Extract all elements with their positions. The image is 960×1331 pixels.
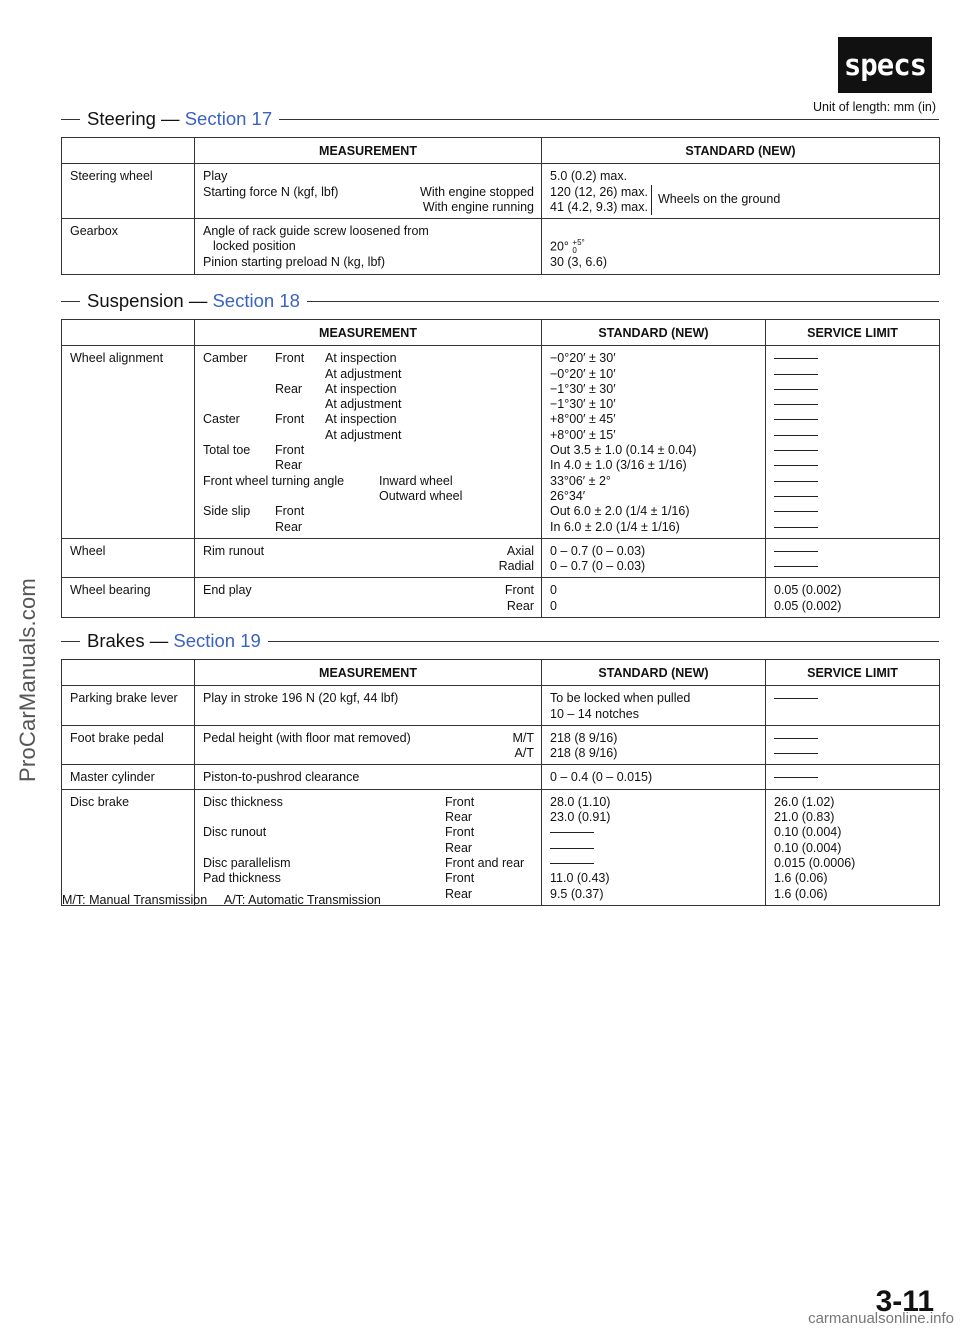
side-watermark: ProCarManuals.com xyxy=(15,578,40,782)
table-row: Parking brake lever Play in stroke 196 N (20 kgf, 44 lbf) To be locked when pulled 10 – 14 notches xyxy=(62,686,940,726)
table-row: Disc brake Disc thickness Front Rear Disc runout Front Rear Disc parallelism Front and rear Pad thickness Front Rear 28.0 (1.10) 23.0 (0.91) 11.0 (0.43) 9.5 (0.37) 26.0 (1.02) 21.0 (0.83) 0.10 (0.004) 0.10 (0.004) 0.015 (0.0006) 1.6 (0.06) 1.6 (0.06) xyxy=(62,789,940,905)
unit-label: Unit of length: mm (in) xyxy=(813,100,936,114)
suspension-table: MEASUREMENT STANDARD (NEW) SERVICE LIMIT Wheel alignment Camber Front At inspection At adjustment Rear At inspection At adjustment Caster Front At inspection At adjustment Total toe Front Rear Front wheel turning angle Inward wheel Outward wheel Side slip Front Rear −0°20′ ± 30′ −0°20′ ± 10′ −1°30′ ± 30′ −1°30′ ± 10′ +8°00′ ± 45′ +8°00′ ± 15′ Out 3.5 ± 1.0 (0.14 ± 0.04) In 4.0 ± 1.0 (3/16 ± 1/16) 33°06′ ± 2° 26°34′ Out 6.0 ± 2.0 (1/4 ± 1/16) In 6.0 ± 2.0 (1/4 ± 1/16) Wheel Rim runout Axial Radial 0 – 0.7 (0 – 0.03) 0 – 0.7 (0 – 0.03) Wheel bearing End play Front Rear 0 0 0.05 (0.002) 0.05 (0.002) xyxy=(61,319,940,618)
table-row: Wheel alignment Camber Front At inspection At adjustment Rear At inspection At adjustment Caster Front At inspection At adjustment Total toe Front Rear Front wheel turning angle Inward wheel Outward wheel Side slip Front Rear −0°20′ ± 30′ −0°20′ ± 10′ −1°30′ ± 30′ −1°30′ ± 10′ +8°00′ ± 45′ +8°00′ ± 15′ Out 3.5 ± 1.0 (0.14 ± 0.04) In 4.0 ± 1.0 (3/16 ± 1/16) 33°06′ ± 2° 26°34′ Out 6.0 ± 2.0 (1/4 ± 1/16) In 6.0 ± 2.0 (1/4 ± 1/16) xyxy=(62,346,940,539)
suspension-section-title: Suspension — Section 18 xyxy=(80,290,307,312)
site-watermark: carmanualsonline.info xyxy=(808,1310,954,1327)
brakes-table: MEASUREMENT STANDARD (NEW) SERVICE LIMIT Parking brake lever Play in stroke 196 N (20 kgf, 44 lbf) To be locked when pulled 10 – 14 notches Foot brake pedal Pedal height (with floor mat removed) M/T A/T 218 (8 9/16) 218 (8 9/16) Master cylinder Piston-to-pushrod clearance 0 – 0.4 (0 – 0.015) Disc brake Disc thickness Front Rear Disc runout Front Rear Disc parallelism Front and rear Pad thickness Front Rear 28.0 (1.10) 23.0 (0.91) 11.0 (0.43) 9.5 (0.37) 26.0 (1.02) 21.0 (0.83) 0.10 (0.004) 0.10 (0.004) 0.015 (0.0006) 1.6 (0.06) 1.6 (0.06) xyxy=(61,659,940,906)
suspension-section-link[interactable]: Section 18 xyxy=(212,290,300,311)
table-row: Wheel Rim runout Axial Radial 0 – 0.7 (0 – 0.03) 0 – 0.7 (0 – 0.03) xyxy=(62,538,940,578)
table-row: Master cylinder Piston-to-pushrod clearance 0 – 0.4 (0 – 0.015) xyxy=(62,765,940,789)
table-row: Wheel bearing End play Front Rear 0 0 0.05 (0.002) 0.05 (0.002) xyxy=(62,578,940,618)
steering-measurement-header: MEASUREMENT xyxy=(195,138,542,164)
steering-table xyxy=(61,137,940,275)
steering-section-link[interactable]: Section 17 xyxy=(184,108,273,129)
table-row: Foot brake pedal Pedal height (with floor mat removed) M/T A/T 218 (8 9/16) 218 (8 9/16) xyxy=(62,725,940,765)
page-number: 3-11 xyxy=(875,1285,934,1318)
table-row: Steering wheel Play Starting force N (kgf, lbf) With engine stopped With engine running 5.0 (0.2) max. 120 (12, 26) max. 41 (4.2, 9.3) max. Wheels on the ground xyxy=(62,164,940,219)
brakes-section-title: Brakes — Section 19 xyxy=(80,630,268,652)
brakes-section-link[interactable]: Section 19 xyxy=(173,630,261,651)
steering-section-title: Steering — Section 17 xyxy=(80,108,279,130)
footer-note: M/T: Manual Transmission A/T: Automatic Transmission xyxy=(62,893,381,907)
table-row: Gearbox Angle of rack guide screw loosened from locked position Pinion starting preload N (kg, lbf) 20° +5° 0 30 (3, 6.6) xyxy=(62,219,940,275)
specs-logo: specs xyxy=(838,37,932,93)
steering-standard-header: STANDARD (NEW) xyxy=(542,138,940,164)
